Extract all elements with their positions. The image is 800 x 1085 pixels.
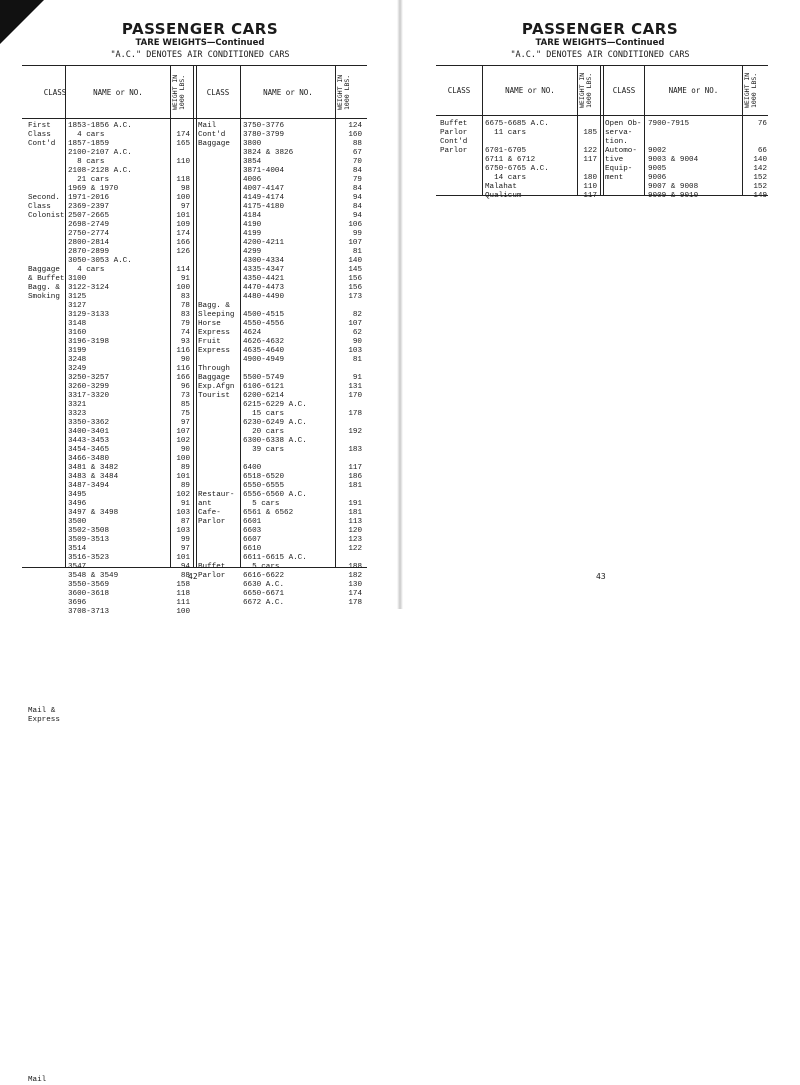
left-page — [0, 0, 400, 1084]
class-column: First Class Cont'd Second. Class Colonist Baggage & Buffet Bagg. & Smoking Mail & Express Mail — [28, 122, 65, 1084]
class-column: Mail Cont'd Baggage Bagg. & Sleeping Horse Express Fruit Express Through Baggage Exp.Afgn Tourist Restaur- ant Cafe- Parlor Buffet Parlor — [198, 122, 235, 580]
page-title: PASSENGER CARS — [121, 20, 279, 38]
double-column-divider — [193, 65, 197, 567]
column-header-name: NAME or NO. — [505, 86, 555, 95]
column-divider — [65, 65, 66, 567]
column-header-weight: WEIGHT IN 1000 LBS. — [578, 72, 593, 108]
column-header-class: CLASS — [447, 86, 471, 95]
double-column-divider — [600, 65, 604, 195]
class-column: Open Ob- serva- tion. Automo- tive Equip- ment — [605, 120, 642, 182]
page-subtitle: TARE WEIGHTS—Continued — [535, 38, 665, 48]
page-subtitle: TARE WEIGHTS—Continued — [135, 38, 265, 48]
column-header-weight: WEIGHT IN 1000 LBS. — [743, 72, 758, 108]
column-header-name: NAME or NO. — [93, 88, 143, 97]
column-header-class: CLASS — [612, 86, 636, 95]
weight-column: 76 66 140 142 152 152 149 — [753, 120, 767, 200]
column-header-name: NAME or NO. — [263, 88, 313, 97]
column-header-weight: WEIGHT IN 1000 LBS. — [171, 74, 186, 110]
air-conditioning-note: "A.C." DENOTES AIR CONDITIONED CARS — [510, 50, 690, 60]
column-header-weight: WEIGHT IN 1000 LBS. — [336, 74, 351, 110]
page-number: 42 — [188, 572, 198, 581]
weight-column: 174 165 110 118 98 100 97 101 109 174 166 126 114 91 100 83 78 83 79 74 93 116 90 116 166 96 73 85 75 97 107 102 90 100 89 101 89 102 91 103 87 103 99 97 101 94 88 158 118 111 100 — [176, 131, 190, 616]
name-column: 1853-1856 A.C. 4 cars 1857-1859 2100-2107 A.C. 8 cars 2108-2128 A.C. 21 cars 1969 & 1970 1971-2016 2369-2397 2507-2665 2698-2749 2750-2774 2800-2814 2870-2899 3050-3053 A.C. 4 cars 3100 3122-3124 3125 3127 3129-3133 3148 3160 3196-3198 3199 3248 3249 3250-3257 3260-3299 3317-3320 3321 3323 3350-3362 3400-3401 3443-3453 3454-3465 3466-3480 3481 & 3482 3483 & 3484 3487-3494 3495 3496 3497 & 3498 3500 3502-3508 3509-3513 3514 3516-3523 3547 3548 & 3549 3550-3569 3600-3618 3696 3708-3713 — [68, 122, 132, 616]
name-column: 3750-3776 3780-3799 3800 3824 & 3826 3854 3871-4004 4006 4007-4147 4149-4174 4175-4180 4184 4190 4199 4200-4211 4299 4300-4334 4335-4347 4350-4421 4470-4473 4480-4490 4500-4515 4550-4556 4624 4626-4632 4635-4640 4900-4949 5500-5749 6106-6121 6200-6214 6215-6229 A.C. 15 cars 6230-6249 A.C. 20 cars 6300-6338 A.C. 39 cars 6400 6518-6520 6550-6555 6556-6560 A.C. 5 cars 6561 & 6562 6601 6603 6607 6610 6611-6615 A.C. 5 cars 6616-6622 6630 A.C. 6650-6671 6672 A.C. — [243, 122, 307, 607]
column-header-name: NAME or NO. — [668, 86, 719, 95]
column-divider — [482, 65, 483, 195]
name-column: 6675-6685 A.C. 11 cars 6701-6705 6711 & 6712 6750-6765 A.C. 14 cars Malahat Qualicum — [485, 120, 549, 200]
air-conditioning-note: "A.C." DENOTES AIR CONDITIONED CARS — [110, 50, 290, 60]
column-header-class: CLASS — [43, 88, 67, 97]
column-header-class: CLASS — [206, 88, 230, 97]
weight-column: 124 160 88 67 70 84 79 84 94 84 94 106 99 107 81 140 145 156 156 173 82 107 62 90 103 81 91 131 170 178 192 183 117 186 181 191 181 113 120 123 122 188 182 130 174 178 — [348, 122, 362, 607]
right-page — [400, 0, 800, 609]
page-number: 43 — [596, 572, 606, 581]
column-divider — [240, 65, 241, 567]
page-title: PASSENGER CARS — [521, 20, 679, 38]
name-column: 7900-7915 9002 9003 & 9004 9005 9006 9007 & 9008 9009 & 9010 — [648, 120, 699, 200]
column-divider — [644, 65, 645, 195]
class-column: Buffet Parlor Cont'd Parlor — [440, 120, 468, 155]
weight-column: 185 122 117 180 110 117 — [583, 129, 597, 200]
